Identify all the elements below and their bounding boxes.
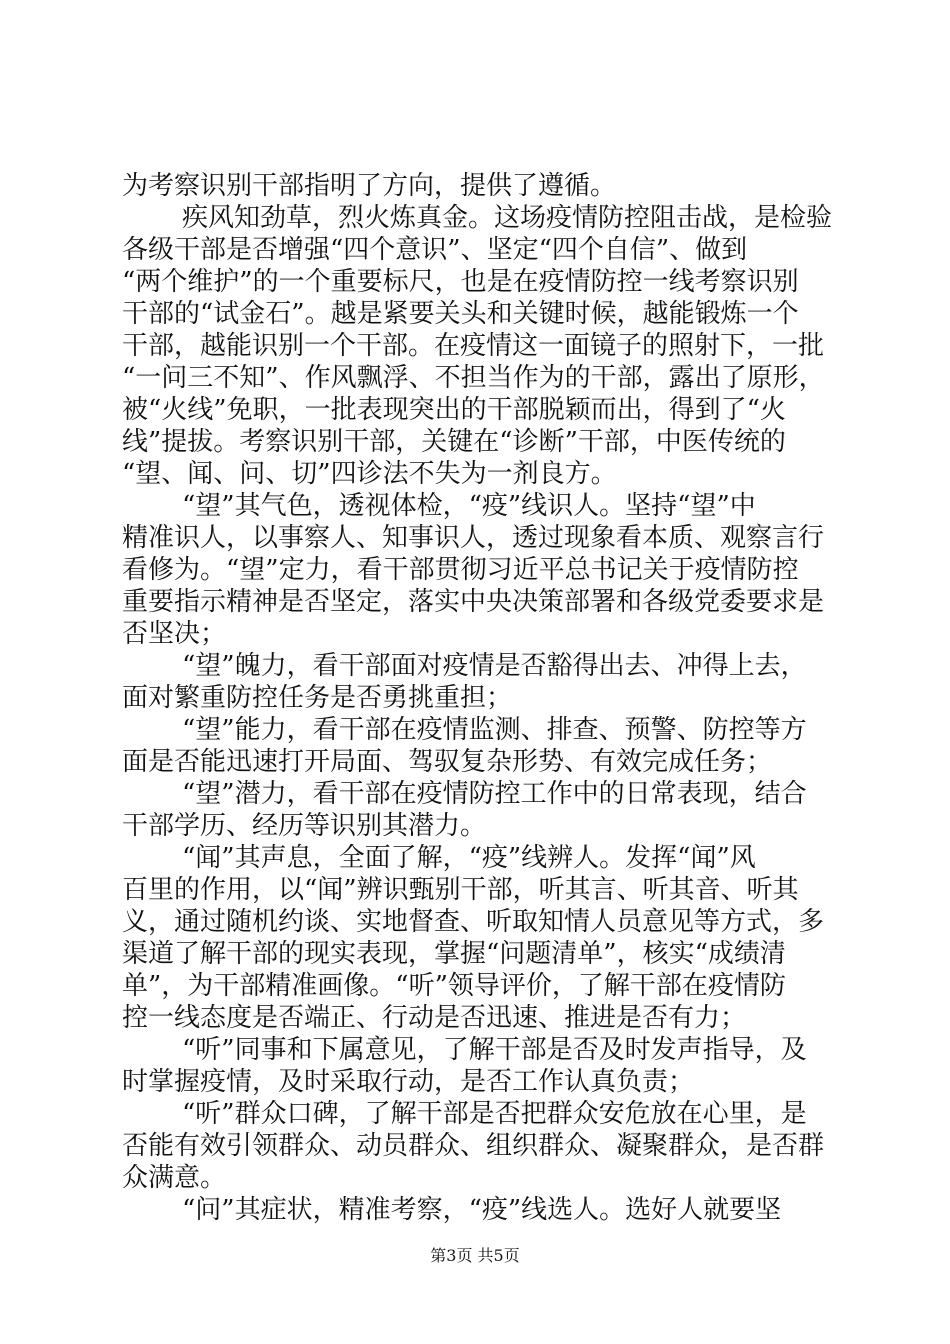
text-line: 疾风知劲草，烈火炼真金。这场疫情防控阻击战，是检验 [182,203,833,233]
text-line: “一问三不知”、作风飘浮、不担当作为的干部，露出了原形， [122,363,825,393]
text-line: 为考察识别干部指明了方向，提供了遵循。 [122,171,617,201]
text-line: “问”其症状，精准考察，“疫”线选人。选好人就要坚 [182,1195,782,1225]
text-line: 控一线态度是否端正、行动是否迅速、推进是否有力； [122,1003,747,1033]
text-line: “望”其气色，透视体检，“疫”线识人。坚持“望”中 [182,491,756,521]
text-line: 看修为。“望”定力，看干部贯彻习近平总书记关于疫情防控 [122,555,799,585]
text-line: 单”，为干部精准画像。“听”领导评价，了解干部在疫情防 [122,971,786,1001]
text-line: 渠道了解干部的现实表现，掌握“问题清单”，核实“成绩清 [122,939,786,969]
text-line: “两个维护”的一个重要标尺，也是在疫情防控一线考察识别 [122,267,799,297]
document-body [122,170,834,1226]
text-line: 被“火线”免职，一批表现突出的干部脱颖而出，得到了“火 [122,395,786,425]
text-line: 众满意。 [122,1163,227,1193]
text-line: 时掌握疫情，及时采取行动，是否工作认真负责； [122,1067,695,1097]
text-line: 面是否能迅速打开局面、驾驭复杂形势、有效完成任务； [122,747,773,777]
text-line: 重要指示精神是否坚定，落实中央决策部署和各级党委要求是 [122,587,825,617]
text-line: 否坚决； [122,619,227,649]
text-line: “望”能力，看干部在疫情监测、排查、预警、防控等方 [182,715,807,745]
text-line: “听”群众口碑，了解干部是否把群众安危放在心里，是 [182,1099,807,1129]
page-footer: 第3页 共5页 [430,1246,520,1265]
text-line: “闻”其声息，全面了解，“疫”线辨人。发挥“闻”风 [182,843,756,873]
text-line: 面对繁重防控任务是否勇挑重担； [122,683,513,713]
text-line: 百里的作用，以“闻”辨识甄别干部，听其言、听其音、听其 [122,875,799,905]
text-line: 干部的“试金石”。越是紧要关头和关键时候，越能锻炼一个 [122,299,799,329]
text-line: “望”魄力，看干部面对疫情是否豁得出去、冲得上去， [182,651,807,681]
text-line: 干部，越能识别一个干部。在疫情这一面镜子的照射下，一批 [122,331,825,361]
text-line: “望、闻、问、切”四诊法不失为一剂良方。 [122,459,617,489]
text-line: 否能有效引领群众、动员群众、组织群众、凝聚群众，是否群 [122,1131,825,1161]
text-line: “望”潜力，看干部在疫情防控工作中的日常表现，结合 [182,779,807,809]
text-line: 精准识人，以事察人、知事识人，透过现象看本质、观察言行 [122,523,825,553]
text-line: 义，通过随机约谈、实地督查、听取知情人员意见等方式，多 [122,907,825,937]
text-line: “听”同事和下属意见，了解干部是否及时发声指导，及 [182,1035,807,1065]
text-line: 线”提拔。考察识别干部，关键在“诊断”干部，中医传统的 [122,427,786,457]
text-line: 各级干部是否增强“四个意识”、坚定“四个自信”、做到 [122,235,748,265]
text-line: 干部学历、经历等识别其潜力。 [122,811,487,841]
